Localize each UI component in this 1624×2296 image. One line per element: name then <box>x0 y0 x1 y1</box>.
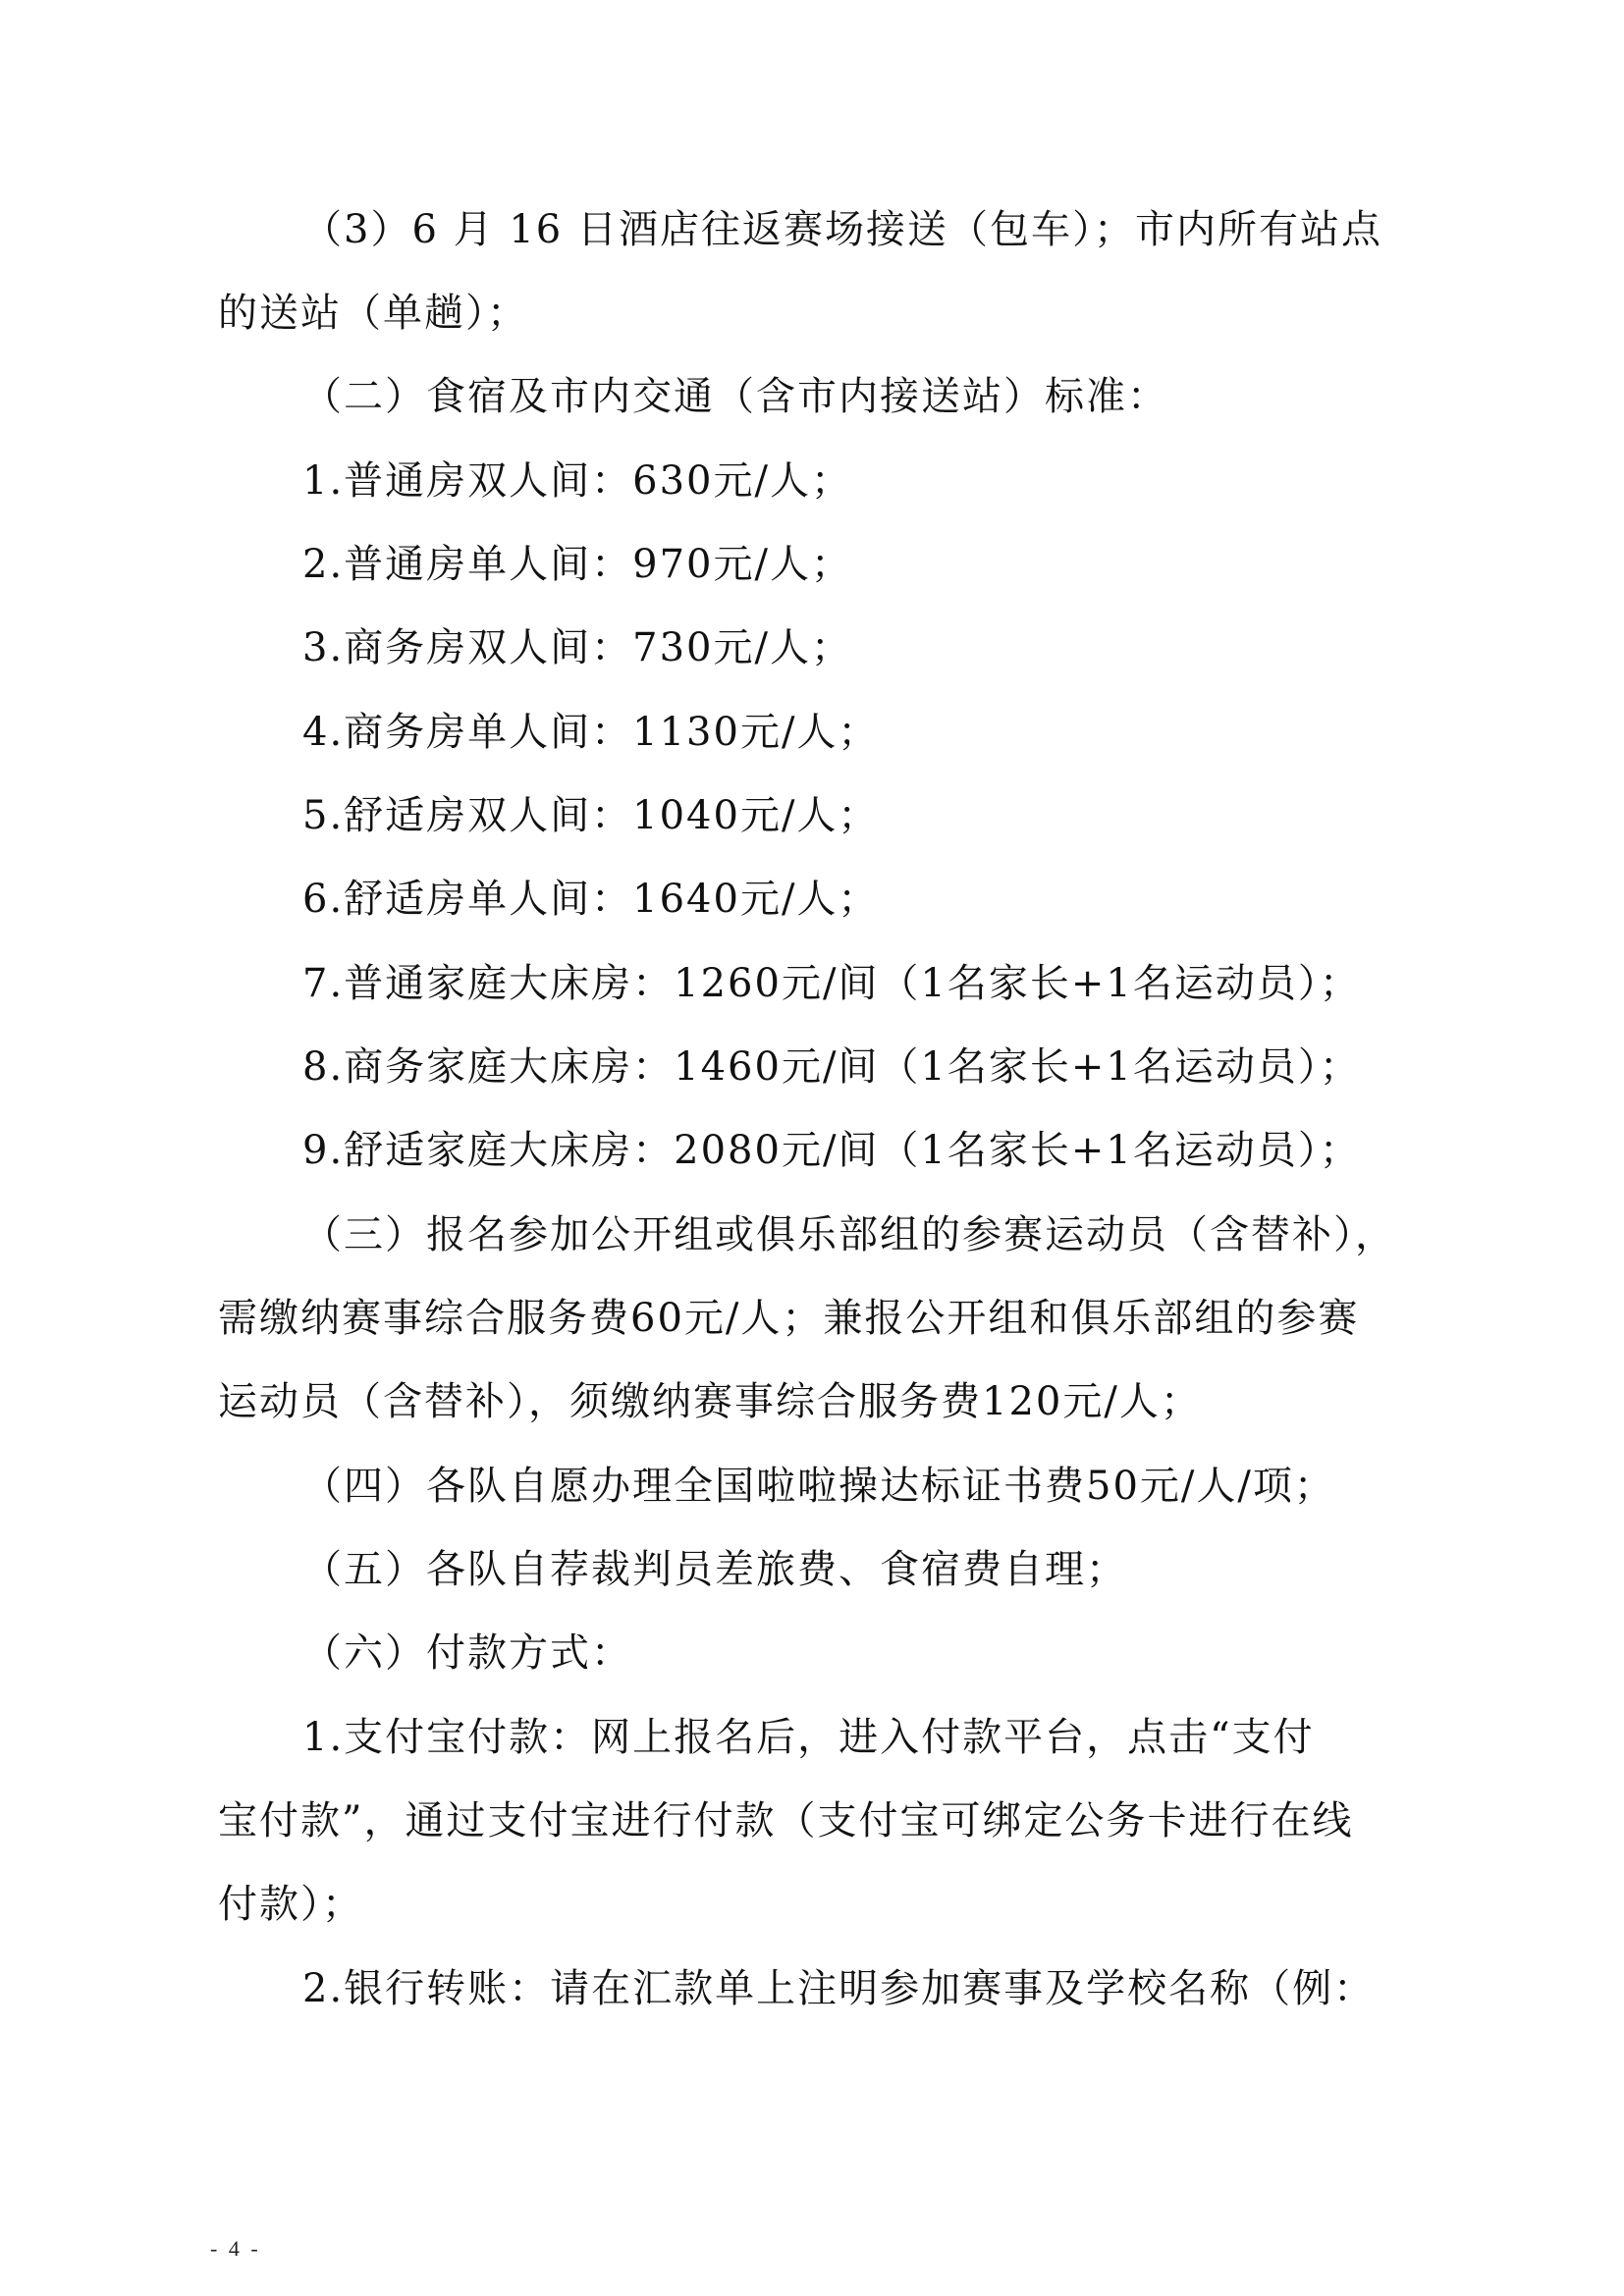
text-line: （三）报名参加公开组或俱乐部组的参赛运动员（含替补）， <box>302 1212 1396 1257</box>
room-rate-item: 9.舒适家庭大床房：2080元/间（1名家长+1名运动员）； <box>302 1128 1361 1173</box>
text-line: 运动员（含替补），须缴纳赛事综合服务费120元/人； <box>218 1379 1202 1424</box>
section-heading: （二）食宿及市内交通（含市内接送站）标准： <box>302 374 1168 419</box>
room-rate-item: 6.舒适房单人间：1640元/人； <box>302 877 880 922</box>
text-line: （3）6 月 16 日酒店往返赛场接送（包车）；市内所有站点 <box>302 207 1382 252</box>
room-rate-item: 8.商务家庭大床房：1460元/间（1名家长+1名运动员）； <box>302 1044 1361 1090</box>
room-rate-item: 4.商务房单人间：1130元/人； <box>302 710 880 755</box>
room-rate-item: 5.舒适房双人间：1040元/人； <box>302 793 880 838</box>
section-heading: （六）付款方式： <box>302 1630 632 1676</box>
text-line: 需缴纳赛事综合服务费60元/人；兼报公开组和俱乐部组的参赛 <box>218 1296 1360 1341</box>
text-line: 1.支付宝付款：网上报名后，进入付款平台，点击“支付 <box>302 1715 1315 1760</box>
text-line: （四）各队自愿办理全国啦啦操达标证书费50元/人/项； <box>302 1464 1335 1509</box>
page-number: - 4 - <box>210 2236 261 2261</box>
room-rate-item: 2.普通房单人间：970元/人； <box>302 542 852 587</box>
text-line: 的送站（单趟）； <box>218 291 528 336</box>
text-line: （五）各队自荐裁判员差旅费、食宿费自理； <box>302 1547 1127 1592</box>
room-rate-item: 1.普通房双人间：630元/人； <box>302 458 852 504</box>
room-rate-item: 3.商务房双人间：730元/人； <box>302 625 852 670</box>
text-line: 2.银行转账：请在汇款单上注明参加赛事及学校名称（例： <box>302 1966 1376 2011</box>
text-line: 付款）； <box>218 1882 363 1927</box>
text-line: 宝付款”，通过支付宝进行付款（支付宝可绑定公务卡进行在线 <box>218 1798 1354 1843</box>
room-rate-item: 7.普通家庭大床房：1260元/间（1名家长+1名运动员）； <box>302 961 1361 1006</box>
